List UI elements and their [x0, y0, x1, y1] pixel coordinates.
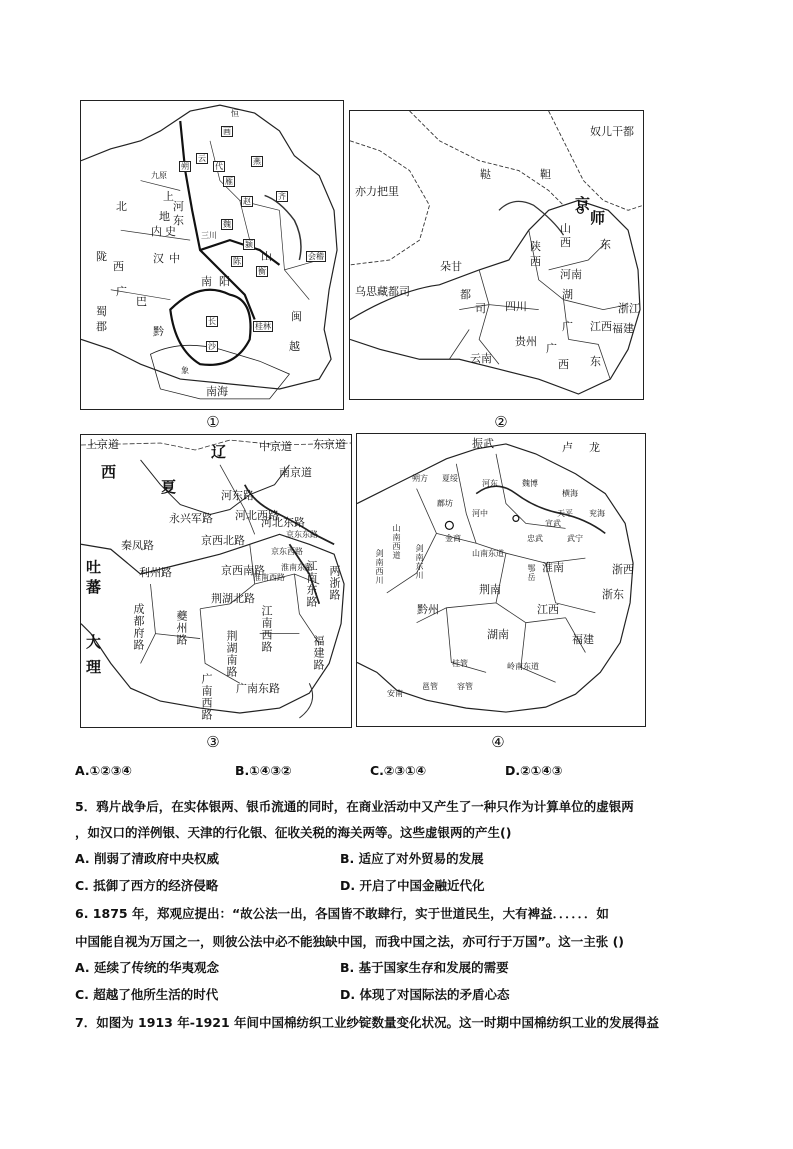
- map-1-label: 长: [208, 317, 216, 326]
- map-1-label: 西: [113, 260, 124, 273]
- map-2-label: 都: [460, 288, 471, 301]
- map-2-caption: ②: [494, 413, 508, 431]
- map-3-label: 夔州路: [175, 610, 188, 646]
- map-3-label: 永兴军路: [169, 512, 213, 525]
- map-1-label: 齐: [278, 192, 286, 201]
- map-1-label: 朔: [181, 162, 189, 171]
- map-4-label: 福建: [572, 633, 594, 646]
- map-2-label: 靼: [540, 168, 551, 181]
- question-6-option-d[interactable]: D. 体现了对国际法的矛盾心态: [340, 987, 510, 1002]
- map-4: [356, 433, 646, 727]
- map-3-label: 京西北路: [201, 534, 245, 547]
- map-2-label: 湖: [562, 288, 573, 301]
- map-4-label: 山南东道: [472, 549, 504, 558]
- map-4-label: 宣武: [545, 519, 561, 528]
- map-2-label: 河南: [560, 268, 582, 281]
- map-2-label: 京: [575, 195, 591, 213]
- map-4-label: 河中: [472, 509, 488, 518]
- map-4-label: 魏博: [522, 479, 538, 488]
- map-1-label: 陇: [96, 250, 107, 263]
- map-3-label: 成都府路: [132, 603, 145, 651]
- map-3-label: 广南东路: [236, 682, 280, 695]
- question-5-option-c[interactable]: C. 抵御了西方的经济侵略: [75, 878, 219, 893]
- map-1-label: 九原: [151, 171, 167, 180]
- map-1-label: 陈: [233, 257, 241, 266]
- question-6-option-a[interactable]: A. 延续了传统的华夷观念: [75, 960, 220, 975]
- map-1-label: 三: [201, 231, 209, 240]
- map-4-label: 夏绥: [442, 474, 458, 483]
- map-4-label: 岭南东道: [507, 662, 539, 671]
- map-4-label: 山南西道: [392, 524, 401, 560]
- map-1-label: 史: [165, 225, 176, 238]
- map-1-label: 南海: [206, 385, 228, 398]
- map-4-label: 荆南: [479, 583, 501, 596]
- map-1-label: 内: [151, 225, 162, 238]
- map-4-label: 龙: [589, 441, 600, 454]
- map-4-label: 浙西: [612, 563, 634, 576]
- map-4-label: 邕管: [422, 682, 438, 691]
- map-3-label: 福建路: [312, 635, 325, 671]
- map-4-label: 剑南西川: [375, 549, 384, 585]
- map-1-label: 代: [215, 162, 223, 171]
- map-3-label: 理: [86, 658, 102, 676]
- map-1-label: 郡: [96, 320, 107, 333]
- map-2-label: 奴儿干都: [590, 125, 634, 138]
- map-2-label: 福建: [612, 322, 634, 335]
- map-4-label: 淮南: [542, 561, 564, 574]
- map-4-label: 忠武: [527, 534, 543, 543]
- map-3-label: 河东路: [221, 489, 254, 502]
- map-2-label: 广: [546, 342, 557, 355]
- map-2: [349, 110, 644, 400]
- question-6-option-c[interactable]: C. 超越了他所生活的时代: [75, 987, 219, 1002]
- map-3-label: 西: [101, 463, 117, 481]
- map-3-label: 京西南路: [221, 564, 265, 577]
- map-3-label: 秦凤路: [121, 539, 154, 552]
- map-3-label: 两浙路: [328, 565, 341, 601]
- map-1-label: 越: [289, 340, 300, 353]
- map-3-label: 吐: [86, 558, 102, 576]
- map-1-label: 沙: [208, 342, 216, 351]
- map-4-label: 河东: [482, 479, 498, 488]
- map-4-label: 天平: [557, 509, 573, 518]
- map-1-label: 桂林: [255, 322, 271, 331]
- map-1-label: 燕: [253, 157, 261, 166]
- map-4-label: 容管: [457, 682, 473, 691]
- map-2-label: 陕: [530, 240, 541, 253]
- map-2-label: 鞑: [480, 168, 491, 181]
- question-6-option-b[interactable]: B. 基于国家生存和发展的需要: [340, 960, 509, 975]
- map-3-label: 南京道: [279, 466, 312, 479]
- option-a[interactable]: A.①②③④: [75, 763, 132, 778]
- map-1-label: 地: [159, 210, 170, 223]
- map-1-caption: ①: [206, 413, 220, 431]
- map-1-label: 阳: [219, 275, 230, 288]
- question-4-options: [75, 763, 715, 783]
- map-2-label: 山: [560, 222, 571, 235]
- map-2-label: 四川: [505, 300, 527, 313]
- map-1-label: 巴: [136, 295, 147, 308]
- option-d[interactable]: D.②①④③: [505, 763, 563, 778]
- map-3-label: 淮南西路: [253, 573, 285, 582]
- map-2-label: 广: [562, 320, 573, 333]
- map-4-label: 剑南东川: [415, 544, 424, 580]
- map-3-label: 淮南东路: [281, 563, 313, 572]
- map-1-label: 汉: [153, 252, 164, 265]
- map-4-label: 振武: [472, 437, 494, 450]
- question-5-option-b[interactable]: B. 适应了对外贸易的发展: [340, 851, 484, 866]
- question-5-line-1: 5．鸦片战争后，在实体银两、银币流通的同时，在商业活动中又产生了一种只作为计算单位的虚银两: [75, 799, 634, 814]
- map-3-label: 辽: [211, 443, 227, 461]
- map-2-label: 司: [475, 302, 486, 315]
- question-6-line-2: 中国能自视为万国之一，则彼公法中必不能独缺中国，而我中国之法，亦可行于万国”。这一主张 (): [75, 934, 624, 949]
- map-3-label: 中京道: [259, 440, 292, 453]
- question-5-option-d[interactable]: D. 开启了中国金融近代化: [340, 878, 485, 893]
- map-4-label: 鄂岳: [527, 564, 536, 582]
- map-4-label: 鄜坊: [437, 499, 453, 508]
- map-2-label: 乌思藏都司: [355, 285, 410, 298]
- map-2-label: 师: [590, 209, 606, 227]
- question-6-line-1: 6. 1875 年，郑观应提出：“故公法一出，各国皆不敢肆行，实于世道民生，大有裨益．．．．．．如: [75, 906, 609, 921]
- map-1-label: 广: [116, 285, 127, 298]
- map-1-label: 山: [261, 250, 272, 263]
- map-2-label: 东: [600, 238, 611, 251]
- map-2-label: 东: [590, 355, 601, 368]
- map-1-label: 北: [116, 200, 127, 213]
- map-4-label: 湖南: [487, 628, 509, 641]
- map-1-label: 闽: [291, 310, 302, 323]
- question-7-line-1: 7．如图为 1913 年-1921 年间中国棉纺织工业纱锭数量变化状况。这一时期中国棉纺织工业的发展得益: [75, 1015, 660, 1030]
- map-4-label: 浙东: [602, 588, 624, 601]
- map-3: [80, 434, 352, 728]
- map-3-caption: ③: [206, 733, 220, 751]
- map-1-label: 川: [209, 231, 217, 240]
- map-4-label: 武宁: [567, 534, 583, 543]
- map-1-label: 画: [223, 127, 231, 136]
- map-2-label: 西: [558, 358, 569, 371]
- map-3-label: 京东东路: [286, 530, 318, 539]
- map-3-label: 京东西路: [271, 547, 303, 556]
- map-1-label: 云: [198, 154, 206, 163]
- map-1-label: 东: [173, 214, 184, 227]
- map-3-label: 荆湖北路: [211, 592, 255, 605]
- map-4-label: 兖海: [589, 509, 605, 518]
- map-1-label: 蜀: [96, 305, 107, 318]
- map-2-label: 江西: [590, 320, 612, 333]
- map-1-label: 象: [181, 366, 189, 375]
- map-1-label: 河: [173, 200, 184, 213]
- map-3-label: 夏: [161, 478, 177, 496]
- map-4-label: 安南: [387, 689, 403, 698]
- map-3-label: 广南西路: [200, 673, 213, 721]
- map-2-label: 云南: [470, 352, 492, 365]
- map-2-label: 西: [530, 255, 541, 268]
- map-3-label: 上京道: [86, 438, 119, 451]
- map-3-label: 河北西路: [235, 509, 279, 522]
- map-3-label: 荆湖南路: [225, 630, 238, 678]
- map-1-label: 雁: [225, 177, 233, 186]
- option-c[interactable]: C.②③①④: [370, 763, 427, 778]
- map-2-label: 贵州: [515, 335, 537, 348]
- map-4-caption: ④: [491, 733, 505, 751]
- map-4-label: 桂管: [452, 659, 468, 668]
- map-1-label: 上: [163, 190, 174, 203]
- map-3-label: 江南西路: [260, 605, 273, 653]
- map-2-label: 西: [560, 236, 571, 249]
- map-2-label: 亦力把里: [355, 185, 399, 198]
- map-1-label: 南: [201, 275, 212, 288]
- map-1-label: 黔: [153, 325, 164, 338]
- map-1-label: 衡: [258, 267, 266, 276]
- map-1-label: 魏: [223, 220, 231, 229]
- map-2-label: 朵甘: [440, 260, 462, 273]
- map-1: [80, 100, 344, 410]
- map-4-label: 江西: [537, 603, 559, 616]
- map-1-label: 恒: [231, 109, 239, 118]
- option-b[interactable]: B.①④③②: [235, 763, 292, 778]
- map-4-label: 横海: [562, 489, 578, 498]
- map-1-label: 颍: [245, 240, 253, 249]
- map-3-label: 东京道: [313, 438, 346, 451]
- map-1-label: 会稽: [308, 252, 324, 261]
- map-4-label: 卢: [562, 441, 573, 454]
- map-3-label: 河北东路: [261, 516, 305, 529]
- question-5-option-a[interactable]: A. 削弱了清政府中央权威: [75, 851, 220, 866]
- map-1-label: 赵: [243, 197, 251, 206]
- map-2-label: 浙江: [618, 302, 640, 315]
- map-4-label: 金商: [445, 534, 461, 543]
- map-3-label: 蕃: [86, 578, 102, 596]
- question-5-line-2: ，如汉口的洋例银、天津的行化银、征收关税的海关两等。这些虚银两的产生(): [75, 825, 512, 840]
- map-1-label: 中: [169, 252, 180, 265]
- map-4-borders: [357, 434, 645, 726]
- map-3-label: 江南东路: [305, 560, 318, 608]
- map-3-label: 利州路: [139, 566, 172, 579]
- map-4-label: 黔州: [417, 603, 439, 616]
- map-1-borders: [81, 101, 343, 409]
- map-3-label: 大: [86, 633, 102, 651]
- map-4-label: 朔方: [412, 474, 428, 483]
